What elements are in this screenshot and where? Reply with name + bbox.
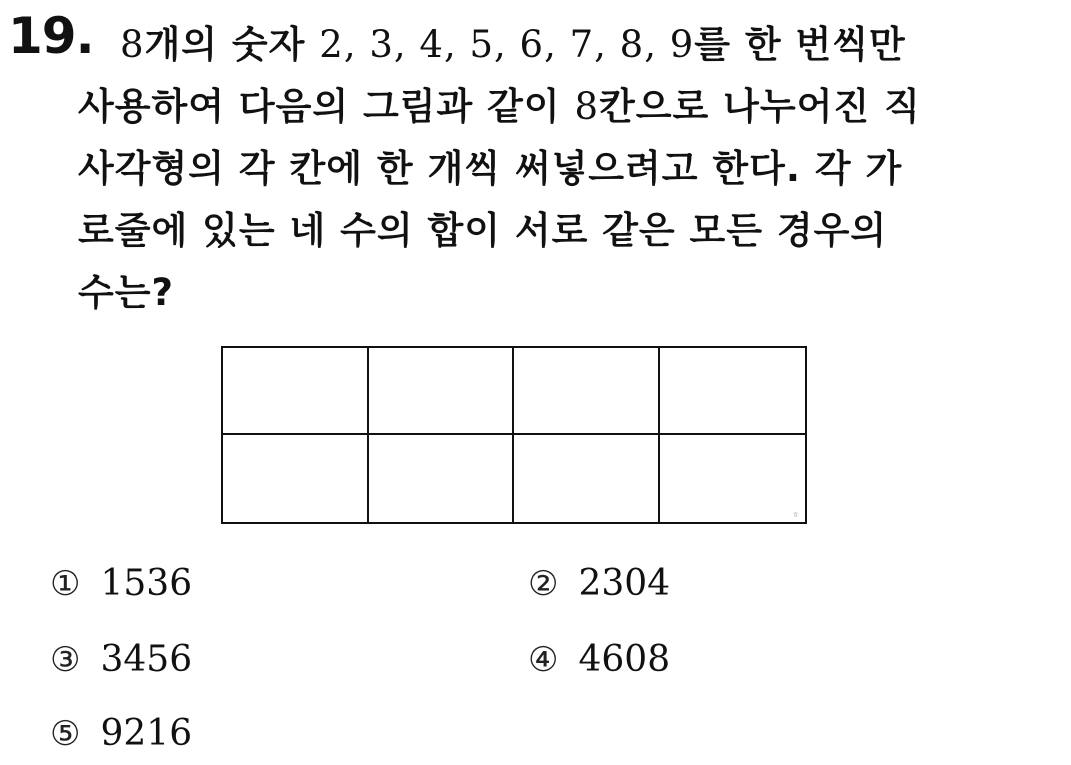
corner-mark: ㅎ (792, 511, 799, 519)
question-line-2 (78, 76, 1038, 138)
grid-cell (223, 348, 369, 435)
question-line-1-text-b: 를 한 번씩만 (694, 23, 906, 66)
grid-cell (660, 435, 806, 522)
choice-value: 3456 (100, 639, 193, 680)
choice-marker: ④ (528, 640, 559, 680)
digit-count: 8 (120, 23, 145, 66)
choice-2[interactable] (528, 562, 670, 606)
choice-5[interactable] (50, 712, 192, 756)
question-line-1 (78, 14, 1038, 76)
question-line-5: 수는? (78, 271, 174, 314)
choice-marker: ③ (50, 640, 81, 680)
choice-marker: ② (528, 564, 559, 604)
grid-cell (223, 435, 369, 522)
grid-cell (514, 348, 660, 435)
rectangle-grid-figure (221, 346, 807, 524)
question-line-4: 로줄에 있는 네 수의 합이 서로 같은 모든 경우의 (78, 209, 888, 252)
grid-cell (369, 348, 515, 435)
choice-4[interactable] (528, 638, 670, 682)
choice-value: 1536 (100, 563, 193, 604)
digit-list: 2, 3, 4, 5, 6, 7, 8, 9 (319, 23, 695, 66)
question-line-2-text-b: 칸으로 나누어진 직 (598, 85, 921, 128)
question-line-2-text-a: 사용하여 다음의 그림과 같이 (78, 85, 575, 128)
choice-1[interactable] (50, 562, 192, 606)
cell-count: 8 (574, 85, 599, 128)
choice-marker: ① (50, 564, 81, 604)
grid-cell (514, 435, 660, 522)
question-number: 19. (8, 7, 94, 65)
choice-value: 9216 (100, 713, 193, 754)
choice-value: 2304 (578, 563, 671, 604)
choice-marker: ⑤ (50, 714, 81, 754)
question-line-1-text-a: 개의 숫자 (144, 23, 320, 66)
grid-cell (660, 348, 806, 435)
question-text (78, 14, 1038, 324)
choice-3[interactable] (50, 638, 192, 682)
question-line-3: 사각형의 각 칸에 한 개씩 써넣으려고 한다. 각 가 (78, 147, 903, 190)
grid-cell (369, 435, 515, 522)
choice-value: 4608 (578, 639, 671, 680)
